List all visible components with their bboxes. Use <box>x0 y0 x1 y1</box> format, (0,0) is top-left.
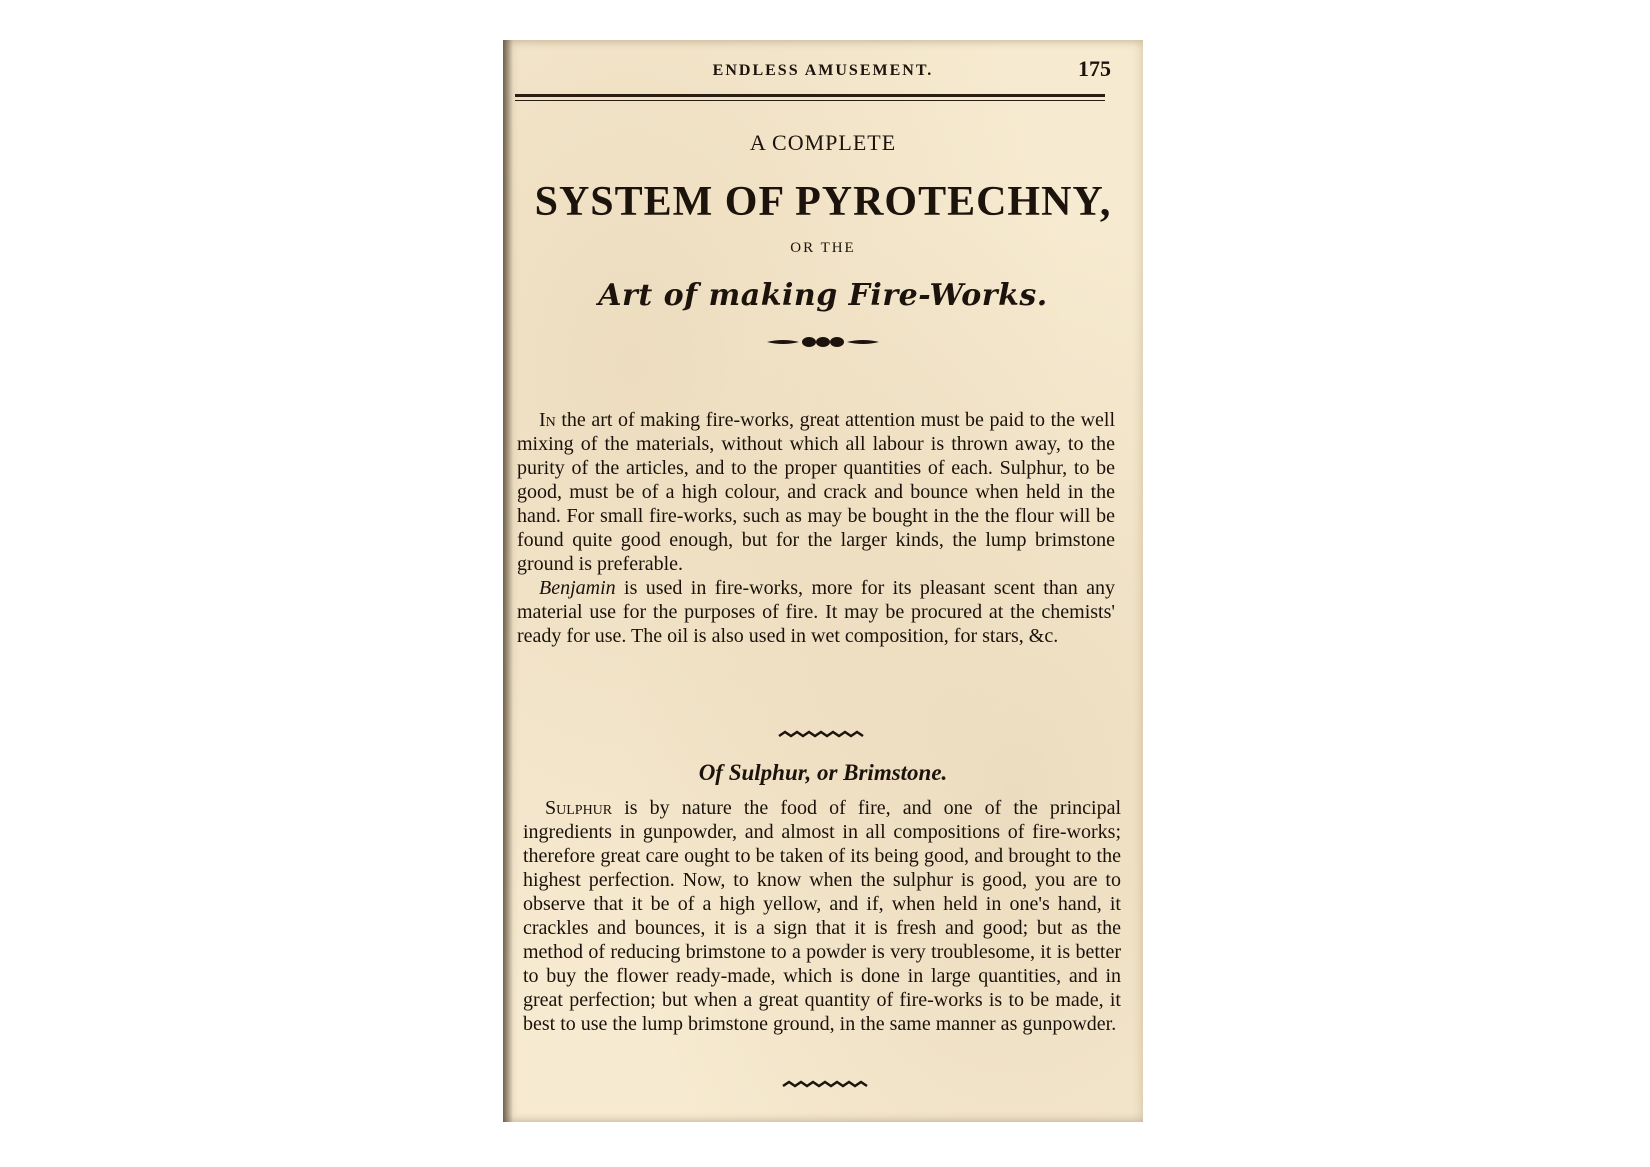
title-line-system: SYSTEM OF PYROTECHNY, <box>534 179 1112 225</box>
running-title: ENDLESS AMUSEMENT. <box>712 62 934 79</box>
paragraph-sulphur-text: is by nature the food of fire, and one of the principal ingredients in gunpowder, and almost in all compositions of fire-works; therefore great care ought to be taken of its being good, and brought to the highest perfection. Now, to know when the sulphur is good, you are to observe that it be of a high yellow, and if, when held in one's hand, it crackles and bounces, it is a sign that it is fresh and good; but as the method of reducing brimstone to a powder is very troublesome, it is better to buy the flower ready-made, which is done in large quantities, and in great perfection; but when a great quantity of fire-works is to be made, it best to use the lump brimstone ground, in the same manner as gunpowder. <box>523 797 1121 1035</box>
paragraph-benjamin <box>517 576 1115 648</box>
running-head <box>523 54 1123 84</box>
divider-ornament-icon <box>503 730 1143 742</box>
paragraph-sulphur-lead: Sulphur <box>545 797 613 819</box>
paragraph-intro-lead: In <box>539 409 556 431</box>
paragraph-benjamin-text: is used in fire-works, more for its pleasant scent than any material use for the purposes of fire. It may be procured at the chemists' ready for use. The oil is also used in wet composition, for stars, &c. <box>517 577 1115 647</box>
title-line-or-the: OR THE <box>790 240 856 256</box>
ornament-icon <box>763 332 883 352</box>
paragraph-intro-text: the art of making fire-works, great attention must be paid to the well mixing of the materials, without which all labour is thrown away, to the purity of the articles, and to the proper quantities of each. Sulphur, to be good, must be of a high colour, and crack and bounce when held in the hand. For small fire-works, such as may be bought in the the flour will be found quite good enough, but for the larger kinds, the lump brimstone ground is preferable. <box>517 409 1115 575</box>
book-page <box>503 40 1143 1122</box>
header-rule <box>515 94 1105 97</box>
body-paragraphs-intro <box>517 408 1115 648</box>
paragraph-sulphur <box>523 796 1121 1036</box>
bottom-divider-ornament-icon <box>503 1080 1143 1092</box>
section-title: Of Sulphur, or Brimstone. <box>698 760 948 785</box>
body-paragraphs-sulphur <box>523 796 1121 1036</box>
page-number: 175 <box>1078 56 1111 81</box>
paragraph-benjamin-lead: Benjamin <box>539 577 616 599</box>
title-block <box>503 130 1143 352</box>
header-rule-thin <box>515 100 1105 101</box>
paragraph-intro <box>517 408 1115 576</box>
title-line-complete: A COMPLETE <box>749 130 897 155</box>
title-line-art: Art of making Fire-Works. <box>598 278 1048 313</box>
